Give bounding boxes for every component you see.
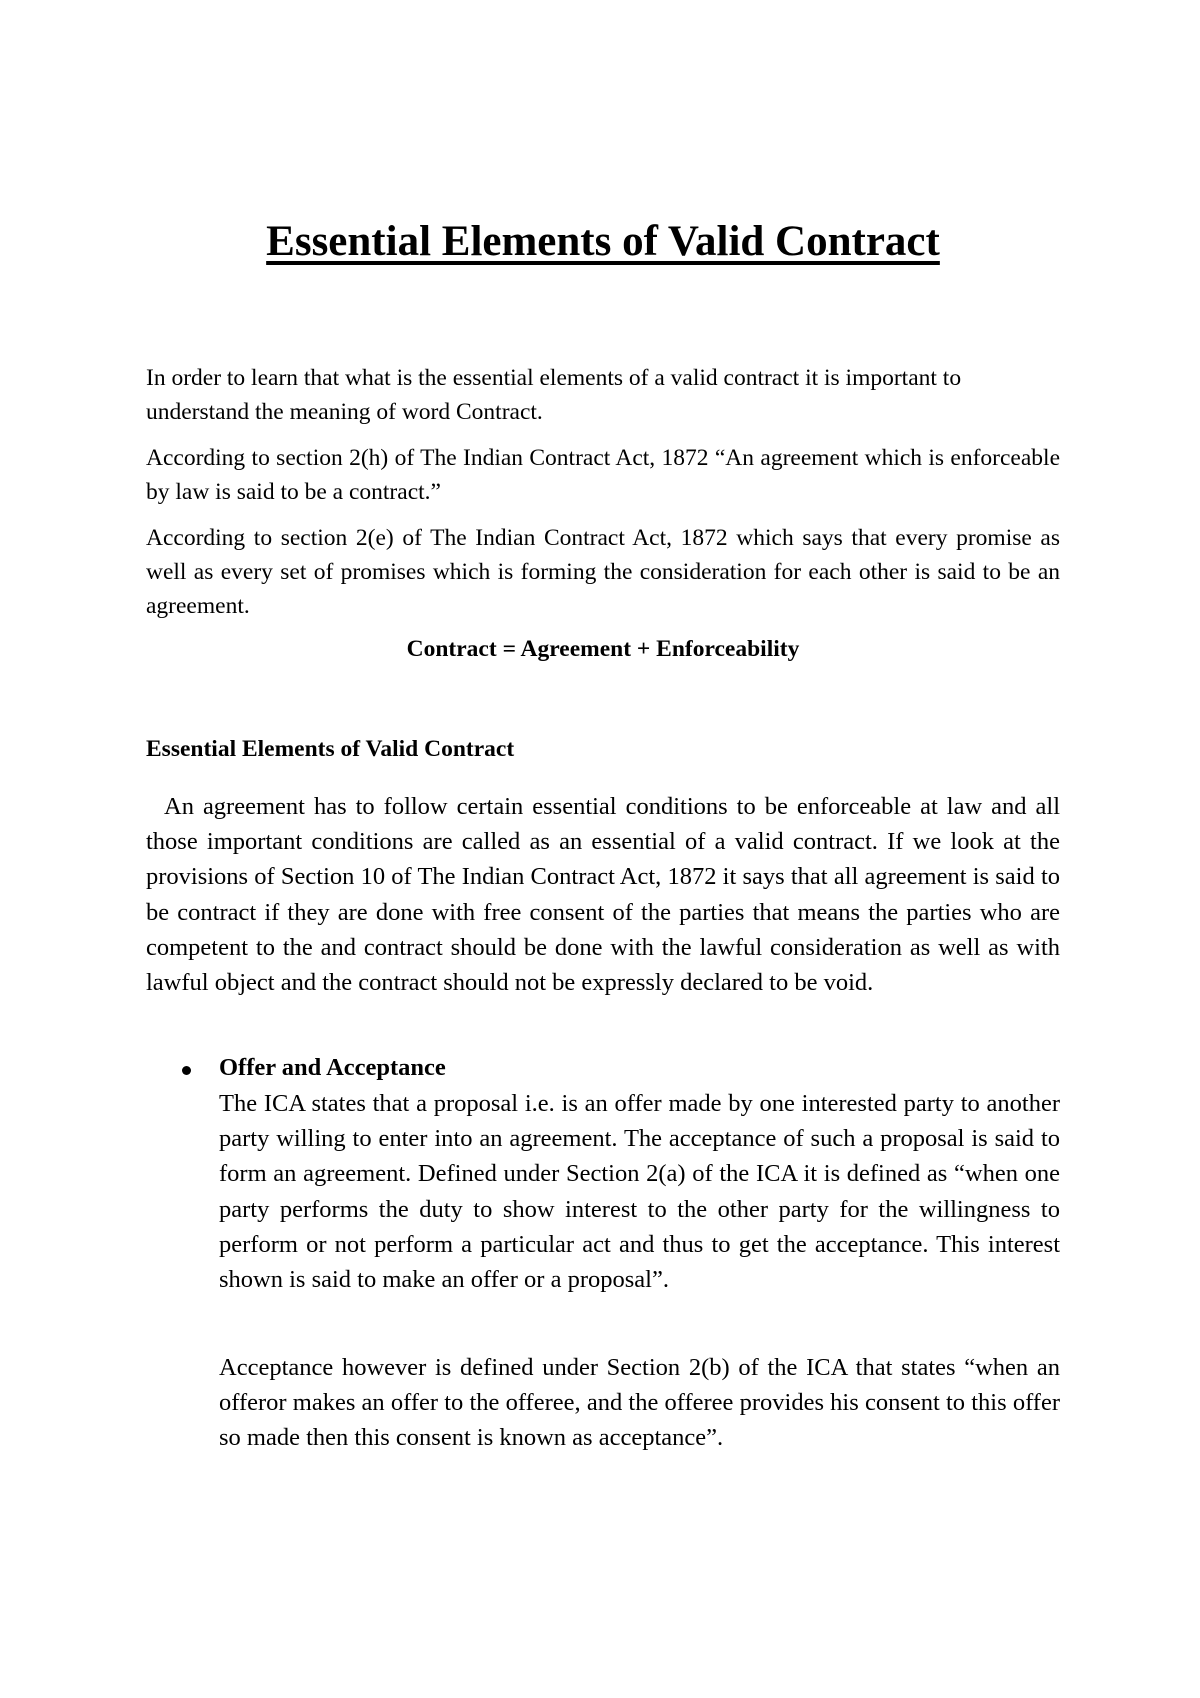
offer-paragraph: The ICA states that a proposal i.e. is an offer made by one interested party to another party willing to enter into an agreement. The acceptance of such a proposal is said to form an agreement. Defined under Section 2(a) of the ICA it is defined as “when one party performs the duty to show interest to the other party for the willingness to perform or not perform a particular act and thus to get the acceptance. This interest shown is said to make an offer or a proposal”. [219,1090,1060,1294]
contract-formula: Contract = Agreement + Enforceability [406,636,800,662]
contract-definition-paragraph: According to section 2(h) of The Indian Contract Act, 1872 “An agreement which is enforceable by law is said to be a contract.” [146,445,1060,505]
agreement-definition-paragraph: According to section 2(e) of The Indian Contract Act, 1872 which says that every promise as well as every set of promises which is forming the consideration for each other is said to be an agreement. [146,525,1060,619]
section-body-paragraph: An agreement has to follow certain essential conditions to be enforceable at law and all those important conditions are called as an essential of a valid contract. If we look at the provisions of Section 10 of The Indian Contract Act, 1872 it says that all agreement is said to be contract if they are done with free consent of the parties that means the parties who are competent to the and contract should be done with the lawful consideration as well as with lawful object and the contract should not be expressly declared to be void. [146,793,1060,997]
bullet-dot-icon [182,1066,191,1075]
bullet-heading: Offer and Acceptance [219,1054,446,1081]
intro-paragraph: In order to learn that what is the essential elements of a valid contract it is important to understand the meaning of word Contract. [146,365,962,425]
section-heading: Essential Elements of Valid Contract [146,736,515,762]
acceptance-paragraph: Acceptance however is defined under Section 2(b) of the ICA that states “when an offeror makes an offer to the offeree, and the offeree provides his consent to this offer so made then this consent is known as acceptance”. [219,1354,1060,1452]
document-title: Essential Elements of Valid Contract [266,218,940,265]
